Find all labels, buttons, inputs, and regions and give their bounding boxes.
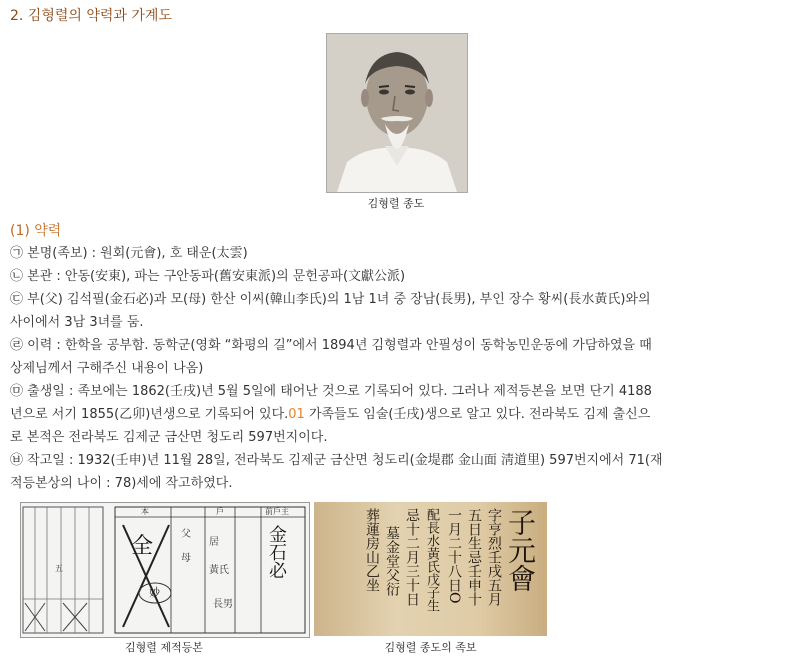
item-marker: ㉥ xyxy=(10,453,24,468)
register-small-text: 五 xyxy=(55,564,63,573)
bio-item-origin xyxy=(10,265,780,288)
item-text-cont: 로 본적은 전라북도 김제군 금산면 청도리 597번지이다. xyxy=(10,430,328,445)
bio-item-birth xyxy=(10,380,780,449)
register-header-left: 本 xyxy=(141,507,149,516)
bio-item-death xyxy=(10,449,780,495)
item-text-cont: 적등본상의 나이 : 78)세에 작고하였다. xyxy=(10,476,233,491)
genealogy-column: 葬蓮房山乙坐 xyxy=(364,508,380,592)
bio-heading: (1) 약력 xyxy=(10,223,62,239)
item-marker: ㉤ xyxy=(10,384,24,399)
register-small-text: 長男 xyxy=(213,599,233,610)
genealogy-column: 墓金堂父衍 xyxy=(384,526,400,596)
register-header-right: 前戶主 xyxy=(265,507,289,516)
item-marker: ㉡ xyxy=(10,269,24,284)
item-text-cont: 상제님께서 구해주신 내용이 나옴) xyxy=(10,361,204,376)
register-small-text: 黃氏 xyxy=(209,565,229,576)
item-text: 이력 : 한학을 공부함. 동학군(영화 “화평의 길”에서 1894년 김형렬과 안필성이 동학농민운동에 가담하였을 때 xyxy=(27,338,652,353)
item-text: 출생일 : 족보에는 1862(壬戌)년 5월 5일에 태어난 것으로 기록되어 있다. 그러나 제적등본을 보면 단기 4188 xyxy=(27,384,652,399)
item-marker: ㉢ xyxy=(10,292,24,307)
section-title: 2. 김형렬의 약력과 가계도 xyxy=(10,8,172,24)
genealogy-big-text: 子元會 xyxy=(504,508,537,592)
register-small-text: 母 xyxy=(181,553,191,564)
register-big-char: 全 xyxy=(131,534,154,559)
bio-item-career xyxy=(10,334,780,380)
item-text: 부(父) 김석필(金石必)과 모(母) 한산 이씨(韓山李氏)의 1남 1녀 중 장남(長男), 부인 장수 황씨(長水黃氏)와의 xyxy=(27,292,651,307)
item-text: 본명(족보) : 원회(元會), 호 태운(太雲) xyxy=(27,246,248,261)
item-text-cont: 사이에서 3남 3녀를 둠. xyxy=(10,315,144,330)
item-text-cont: 년으로 서기 1855(乙卯)년생으로 기록되어 있다. xyxy=(10,407,289,422)
portrait-photo xyxy=(326,33,468,193)
genealogy-image xyxy=(314,502,547,636)
genealogy-column: 五日生忌壬申十 xyxy=(466,508,482,606)
bio-item-name xyxy=(10,242,780,265)
genealogy-caption: 김형렬 종도의 족보 xyxy=(384,641,477,654)
item-text: 작고일 : 1932(壬申)년 11월 28일, 전라북도 김제군 금산면 청도리(金堤郡 金山面 淸道里) 597번지에서 71(재 xyxy=(27,453,663,468)
register-caption: 김형렬 제적등본 xyxy=(125,641,203,654)
register-name-column: 金石必 xyxy=(266,525,287,579)
item-text: 본관 : 안동(安東), 파는 구안동파(舊安東派)의 문헌공파(文獻公派) xyxy=(27,269,406,284)
genealogy-column: 配長水黃氏戊子生 xyxy=(424,508,439,612)
genealogy-column: 忌十二月三十日 xyxy=(404,508,420,606)
family-register-image xyxy=(20,502,310,638)
item-marker: ㉣ xyxy=(10,338,24,353)
genealogy-column: 字亨烈壬戌五月 xyxy=(486,508,502,606)
item-marker: ㉠ xyxy=(10,246,24,261)
register-small-text: 父 xyxy=(181,529,191,540)
footnote-marker[interactable]: 01 xyxy=(288,407,305,422)
register-stamp: 妙 xyxy=(149,586,160,599)
register-small-text: 居 xyxy=(209,537,219,548)
portrait-caption: 김형렬 종도 xyxy=(367,197,425,210)
register-header-mid: 戶 xyxy=(216,507,224,516)
item-text-cont: 가족들도 임술(壬戌)생으로 알고 있다. 전라북도 김제 출신으 xyxy=(304,407,651,422)
genealogy-column: 一月二十八日O xyxy=(446,508,462,604)
bio-item-family xyxy=(10,288,780,334)
